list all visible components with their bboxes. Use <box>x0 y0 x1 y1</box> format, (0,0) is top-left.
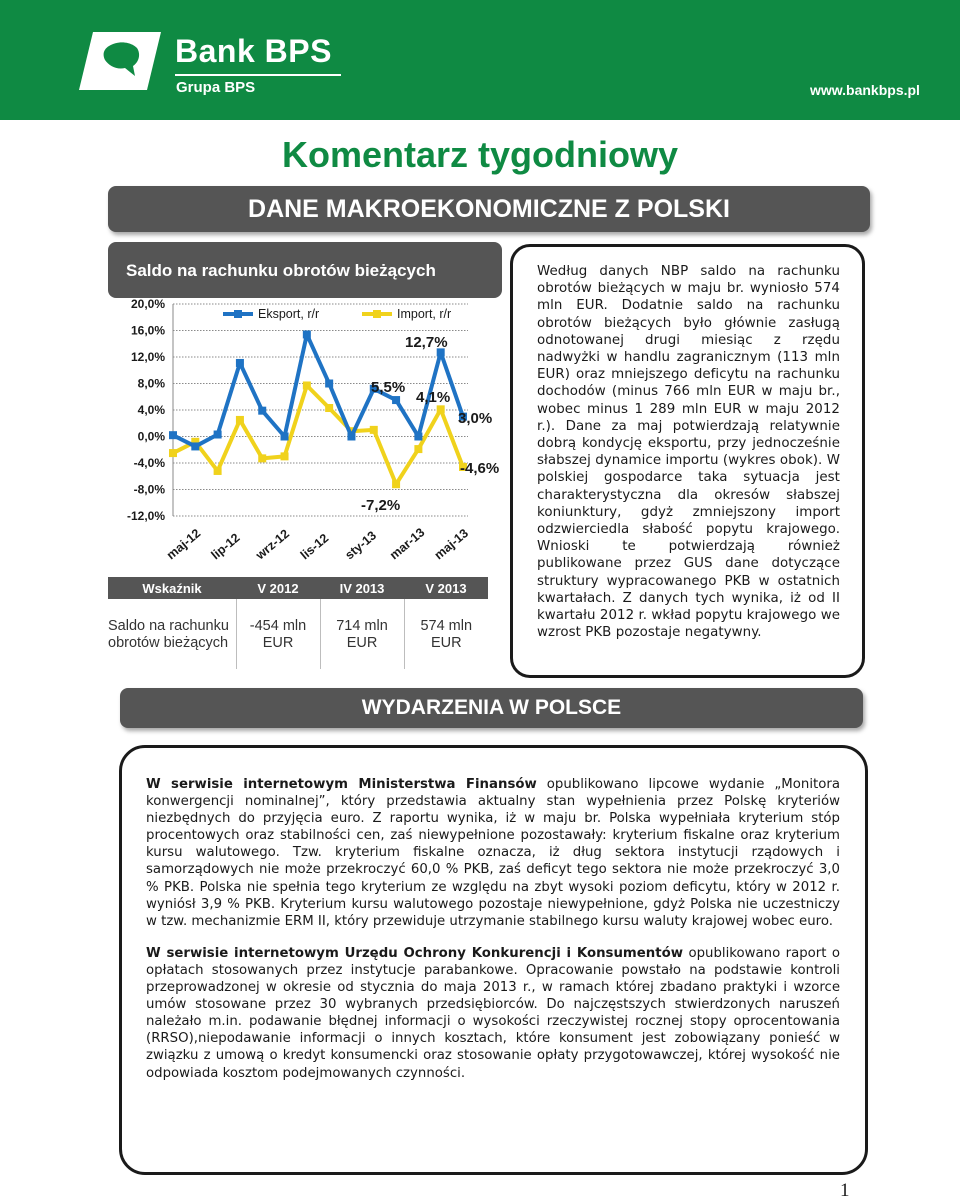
legend-marker <box>373 310 381 318</box>
y-tick-label: 20,0% <box>130 298 165 311</box>
table-cell: -454 mln EUR <box>236 599 320 669</box>
table-row-label: Saldo na rachunku obrotów bieżących <box>108 617 229 651</box>
legend-label: Import, r/r <box>397 307 452 321</box>
data-point <box>437 405 445 413</box>
data-point <box>303 330 311 338</box>
x-tick-label: lip-12 <box>208 530 243 563</box>
data-point <box>414 433 422 441</box>
data-point <box>303 381 311 389</box>
bank-group: Grupa BPS <box>176 79 256 96</box>
data-point <box>214 467 222 475</box>
y-tick-label: 16,0% <box>130 323 165 338</box>
data-point <box>214 431 222 439</box>
bank-name: Bank BPS <box>175 33 332 69</box>
event-lead: W serwisie internetowym Urzędu Ochrony Konkurencji i Konsumentów <box>146 945 684 961</box>
data-point <box>347 433 355 441</box>
event-paragraph <box>146 945 840 1082</box>
y-tick-label: 8,0% <box>137 376 165 391</box>
data-point <box>236 359 244 367</box>
x-tick-label: sty-13 <box>342 528 380 563</box>
legend-marker <box>234 310 242 318</box>
data-point <box>325 404 333 412</box>
data-point <box>258 407 266 415</box>
x-tick-label: maj-12 <box>163 526 204 563</box>
y-tick-label: -4,0% <box>133 456 165 470</box>
y-tick-label: -8,0% <box>133 482 165 497</box>
y-tick-label: -12,0% <box>126 509 165 523</box>
table-header: IV 2013 <box>320 577 404 599</box>
data-point <box>392 480 400 488</box>
data-label: 4,1% <box>416 389 451 406</box>
current-account-chart <box>108 298 508 573</box>
data-label: 3,0% <box>458 410 493 427</box>
y-tick-label: 4,0% <box>137 403 165 417</box>
x-tick-label: lis-12 <box>297 531 332 563</box>
data-point <box>281 452 289 460</box>
table-header: V 2013 <box>404 577 488 599</box>
y-tick-label: 0,0% <box>137 429 165 444</box>
event-lead: W serwisie internetowym Ministerstwa Finansów <box>146 777 537 792</box>
legend-label: Eksport, r/r <box>258 307 320 321</box>
table-header: V 2012 <box>236 577 320 599</box>
x-tick-label: mar-13 <box>387 525 428 563</box>
data-label: 5,5% <box>371 379 406 396</box>
data-point <box>236 416 244 424</box>
table-header: Wskaźnik <box>108 577 236 599</box>
logo-divider <box>175 74 341 76</box>
table-cell: 714 mln EUR <box>320 599 404 669</box>
event-paragraph <box>146 776 840 930</box>
y-tick-label: 12,0% <box>130 350 165 364</box>
events-text <box>146 776 840 1097</box>
section-events-heading: WYDARZENIA W POLSCE <box>120 688 863 728</box>
section-macro-heading: DANE MAKROEKONOMICZNE Z POLSKI <box>108 186 870 232</box>
commentary-text: Według danych NBP saldo na rachunku obrotów bieżących w maju br. wyniosło 574 mln EUR. Dodatnie saldo na rachunku obrotów bieżących było głównie zasługą odnotowanej drugi miesiąc z rzędu nadwyżki w handlu zagranicznym (113 mln EUR) oraz mniejszego deficytu na rachunku dochodów (minus 766 mln EUR w maju br., wobec minus 1 289 mln EUR w maju 2012 r.). Dane za maj potwierdzają relatywnie dobrą kondycję eksportu, przy jednocześnie słabszej dynamice importu (wykres obok). W polskiej gospodarce taka sytuacja jest charakterystyczna dla okresów słabszej koniunktury, gdyż zmniejszony import odzwierciedla słabość popytu krajowego. Wnioski te potwierdzają również publikowane przez GUS dane dotyczące struktury wypracowanego PKB w ostatnich kwartałach. Z danych tych wynika, iż od II kwartału 2012 r. wkład popytu krajowego we wzrost PKB pozostaje negatywny. <box>537 264 840 641</box>
data-point <box>258 454 266 462</box>
data-point <box>370 426 378 434</box>
x-tick-label: maj-13 <box>431 526 471 563</box>
data-point <box>169 449 177 457</box>
table-cell: 574 mln EUR <box>404 599 488 669</box>
website-link[interactable]: www.bankbps.pl <box>810 82 920 98</box>
data-label: -4,6% <box>460 460 500 477</box>
event-body: opublikowano lipcowe wydanie „Monitora konwergencji nominalnej”, który przedstawia aktualny stan wypełnienia przez Polskę kryteriów niezbędnych do przyjęcia euro. Z raportu wynika, iż w maju br. Polska wypełniała kryterium stóp procentowych oraz stabilności cen, zaś niewypełnione pozostawały: kryterium fiskalne oraz kryterium kursu walutowego. Tzw. kryterium fiskalne oznacza, iż dług sektora instytucji rządowych i samorządowych nie może przekroczyć 60,0 % PKB, zaś deficyt tego sektora nie może przekroczyć 3,0 % PKB. Polska nie spełnia tego kryterium ze względu na zbyt wysoki poziom deficytu, który w 2012 r. wyniósł 3,9 % PKB. Kryterium kursu walutowego pozostaje niewypełnione, gdyż Polska nie uczestniczy w tzw. mechanizmie ERM II, który przewiduje utrzymanie stabilnego kursu waluty krajowej wobec euro. <box>146 777 840 929</box>
data-point <box>169 431 177 439</box>
data-point <box>414 445 422 453</box>
data-point <box>191 442 199 450</box>
page-number: 1 <box>840 1180 850 1201</box>
indicator-table <box>108 577 488 669</box>
header-band <box>0 0 960 120</box>
data-point <box>325 380 333 388</box>
data-label: -7,2% <box>361 497 401 514</box>
x-tick-label: wrz-12 <box>253 526 292 563</box>
data-point <box>281 433 289 441</box>
data-label: 12,7% <box>405 334 448 351</box>
page-title: Komentarz tygodniowy <box>281 134 679 175</box>
table-header-row <box>108 577 488 599</box>
event-body: opublikowano raport o opłatach stosowanych przez instytucje parabankowe. Opracowanie powstało na podstawie kontroli przeprowadzonej w okresie od stycznia do maja 2013 r., w ramach której zbadano praktyki i wzorce umów stosowane przez 30 wybranych przedsiębiorców. Do najczęstszych stwierdzonych naruszeń należało m.in. podawanie błędnej informacji o wysokości rzeczywistej rocznej stopy oprocentowania (RRSO),niepodawanie informacji o innych kosztach, które konsument jest zobowiązany ponieść w związku z umową o kredyt konsumencki oraz stosowanie opłaty przygotowawczej, której wysokość nie odpowiada kosztom podejmowanych czynności. <box>146 945 840 1081</box>
chart-title: Saldo na rachunku obrotów bieżących <box>126 261 436 280</box>
data-point <box>392 396 400 404</box>
table-row <box>108 599 488 669</box>
bank-logo-icon <box>79 32 161 90</box>
